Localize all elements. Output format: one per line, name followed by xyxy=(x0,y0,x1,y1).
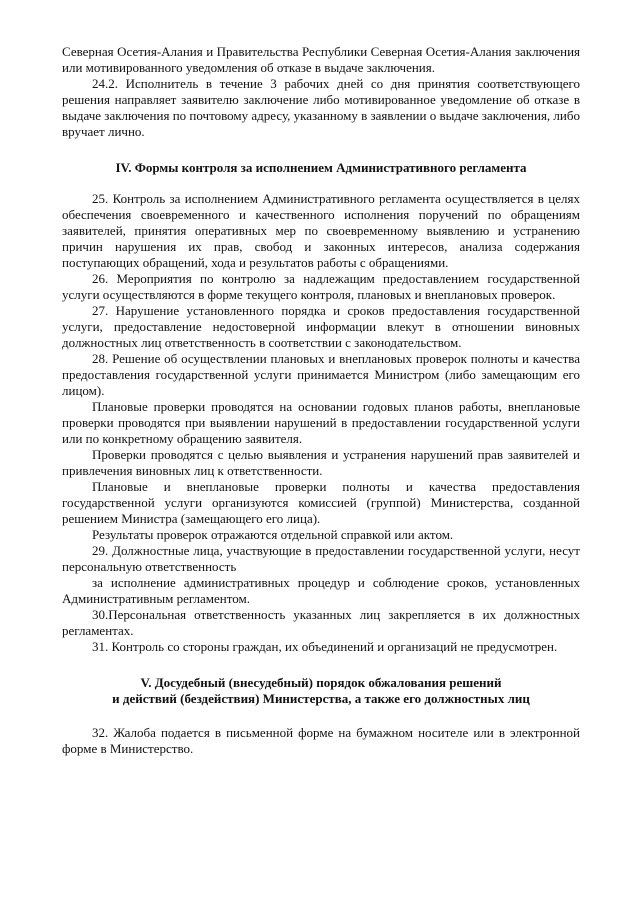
paragraph-checks-results: Результаты проверок отражаются отдельной справкой или актом. xyxy=(92,527,454,542)
paragraph-checks-purpose: Проверки проводятся с целью выявления и устранения нарушений прав заявителей и привлечения виновных лиц к ответственности. xyxy=(62,447,580,478)
paragraph-26: 26. Мероприятия по контролю за надлежащим предоставлением государственной услуги осуществляются в форме текущего контроля, плановых и внеплановых проверок. xyxy=(62,271,580,302)
section-5-heading-line-1: V. Досудебный (внесудебный) порядок обжалования решений xyxy=(140,675,502,690)
section-4-heading xyxy=(62,160,580,176)
document-page xyxy=(62,44,580,757)
section-5-heading-line-2: и действий (бездействия) Министерства, а также его должностных лиц xyxy=(112,691,530,706)
paragraph-30: 30.Персональная ответственность указанных лиц закрепляется в их должностных регламентах. xyxy=(62,607,580,638)
paragraph-27: 27. Нарушение установленного порядка и сроков предоставления государственной услуги, предоставление недостоверной информации влекут в отношении виновных должностных лиц ответственность в соответствии с законодательством. xyxy=(62,303,580,350)
paragraph-29-continued: за исполнение административных процедур и соблюдение сроков, установленных Административным регламентом. xyxy=(62,575,580,606)
paragraph-32: 32. Жалоба подается в письменной форме на бумажном носителе или в электронной форме в Министерство. xyxy=(62,725,580,756)
paragraph-28: 28. Решение об осуществлении плановых и внеплановых проверок полноты и качества предоставления государственной услуги принимается Министром (либо замещающим его лицом). xyxy=(62,351,580,398)
paragraph-continuation: Северная Осетия-Алания и Правительства Республики Северная Осетия-Алания заключения или мотивированного уведомления об отказе в выдаче заключения. xyxy=(62,44,580,75)
section-5-heading xyxy=(62,675,580,707)
paragraph-25: 25. Контроль за исполнением Административного регламента осуществляется в целях обеспечения своевременного и качественного исполнения поручений по обращениям заявителей, принятия оперативных мер по своевременному выявлению и устранению причин нарушения их прав, свобод и законных интересов, анализа содержания поступающих обращений, хода и результатов работы с обращениями. xyxy=(62,191,580,270)
paragraph-planned-checks: Плановые проверки проводятся на основании годовых планов работы, внеплановые проверки проводятся при выявлении нарушений в предоставлении государственной услуги или по конкретному обращению заявителя. xyxy=(62,399,580,446)
paragraph-24-2: 24.2. Исполнитель в течение 3 рабочих дней со дня принятия соответствующего решения направляет заявителю заключение либо мотивированное уведомление об отказе в выдаче заключения по почтовому адресу, указанному в заявлении о выдаче заключения, либо вручает лично. xyxy=(62,76,580,139)
paragraph-29: 29. Должностные лица, участвующие в предоставлении государственной услуги, несут персональную ответственность xyxy=(62,543,580,574)
section-4-heading-text: IV. Формы контроля за исполнением Административного регламента xyxy=(115,160,527,175)
paragraph-checks-commission: Плановые и внеплановые проверки полноты и качества предоставления государственной услуги организуются комиссией (группой) Министерства, созданной решением Министра (замещающего его лица). xyxy=(62,479,580,526)
paragraph-31: 31. Контроль со стороны граждан, их объединений и организаций не предусмотрен. xyxy=(92,639,558,654)
